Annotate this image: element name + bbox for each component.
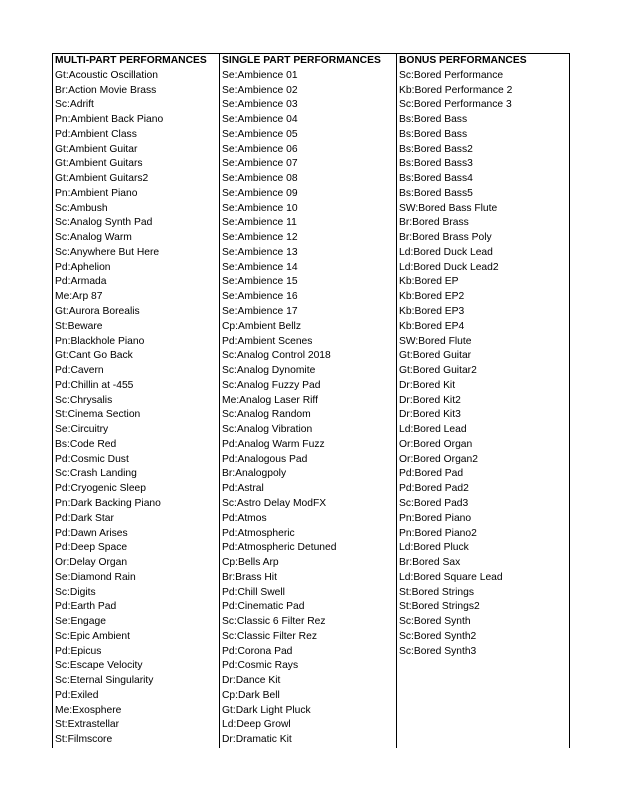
table-row: [52, 84, 570, 99]
bonus-cell: Bs:Bored Bass3: [396, 157, 570, 172]
multi-part-cell: Or:Delay Organ: [52, 556, 219, 571]
header-single-part: SINGLE PART PERFORMANCES: [219, 54, 396, 69]
single-part-cell: Sc:Analog Random: [219, 408, 396, 423]
single-part-cell: Se:Ambience 17: [219, 305, 396, 320]
table-row: [52, 674, 570, 689]
table-row: [52, 113, 570, 128]
multi-part-cell: Pd:Cryogenic Sleep: [52, 482, 219, 497]
bonus-cell: Bs:Bored Bass: [396, 128, 570, 143]
bonus-cell: Or:Bored Organ2: [396, 453, 570, 468]
bonus-cell: Ld:Bored Duck Lead: [396, 246, 570, 261]
multi-part-cell: Pd:Epicus: [52, 645, 219, 660]
multi-part-cell: Pd:Ambient Class: [52, 128, 219, 143]
single-part-cell: Se:Ambience 11: [219, 216, 396, 231]
single-part-cell: Se:Ambience 09: [219, 187, 396, 202]
single-part-cell: Gt:Dark Light Pluck: [219, 704, 396, 719]
multi-part-cell: Gt:Aurora Borealis: [52, 305, 219, 320]
bonus-cell: Kb:Bored Performance 2: [396, 84, 570, 99]
single-part-cell: Dr:Dance Kit: [219, 674, 396, 689]
multi-part-cell: Pn:Blackhole Piano: [52, 335, 219, 350]
multi-part-cell: St:Beware: [52, 320, 219, 335]
bonus-cell: Kb:Bored EP3: [396, 305, 570, 320]
bonus-cell: [396, 718, 570, 733]
multi-part-cell: Sc:Epic Ambient: [52, 630, 219, 645]
multi-part-cell: Sc:Ambush: [52, 202, 219, 217]
table-row: [52, 586, 570, 601]
multi-part-cell: Pd:Deep Space: [52, 541, 219, 556]
table-row: [52, 98, 570, 113]
bonus-cell: SW:Bored Flute: [396, 335, 570, 350]
multi-part-cell: Gt:Ambient Guitar: [52, 143, 219, 158]
table-row: [52, 630, 570, 645]
multi-part-cell: Pn:Ambient Back Piano: [52, 113, 219, 128]
single-part-cell: Se:Ambience 03: [219, 98, 396, 113]
bonus-cell: Dr:Bored Kit2: [396, 394, 570, 409]
bonus-cell: Gt:Bored Guitar: [396, 349, 570, 364]
multi-part-cell: Pd:Aphelion: [52, 261, 219, 276]
table-row: [52, 172, 570, 187]
single-part-cell: Br:Brass Hit: [219, 571, 396, 586]
table-row: [52, 423, 570, 438]
single-part-cell: Pd:Cinematic Pad: [219, 600, 396, 615]
table-row: [52, 600, 570, 615]
single-part-cell: Se:Ambience 06: [219, 143, 396, 158]
multi-part-cell: Pd:Exiled: [52, 689, 219, 704]
table-row: [52, 320, 570, 335]
table-row: [52, 527, 570, 542]
single-part-cell: Se:Ambience 07: [219, 157, 396, 172]
table-row: [52, 275, 570, 290]
bonus-cell: Bs:Bored Bass: [396, 113, 570, 128]
table-row: [52, 261, 570, 276]
single-part-cell: Sc:Analog Vibration: [219, 423, 396, 438]
single-part-cell: Se:Ambience 14: [219, 261, 396, 276]
table-row: [52, 305, 570, 320]
bonus-cell: Br:Bored Sax: [396, 556, 570, 571]
single-part-cell: Cp:Ambient Bellz: [219, 320, 396, 335]
multi-part-cell: Pd:Dark Star: [52, 512, 219, 527]
table-row: [52, 453, 570, 468]
bonus-cell: SW:Bored Bass Flute: [396, 202, 570, 217]
multi-part-cell: Me:Arp 87: [52, 290, 219, 305]
single-part-cell: Pd:Cosmic Rays: [219, 659, 396, 674]
single-part-cell: Pd:Analog Warm Fuzz: [219, 438, 396, 453]
bonus-cell: Gt:Bored Guitar2: [396, 364, 570, 379]
bonus-cell: Dr:Bored Kit: [396, 379, 570, 394]
multi-part-cell: Gt:Acoustic Oscillation: [52, 69, 219, 84]
single-part-cell: Sc:Analog Dynomite: [219, 364, 396, 379]
bonus-cell: Ld:Bored Lead: [396, 423, 570, 438]
single-part-cell: Pd:Analogous Pad: [219, 453, 396, 468]
single-part-cell: Sc:Analog Control 2018: [219, 349, 396, 364]
multi-part-cell: Bs:Code Red: [52, 438, 219, 453]
single-part-cell: Pd:Atmospheric Detuned: [219, 541, 396, 556]
bonus-cell: [396, 704, 570, 719]
bonus-cell: Sc:Bored Pad3: [396, 497, 570, 512]
bonus-cell: [396, 689, 570, 704]
single-part-cell: Pd:Atmos: [219, 512, 396, 527]
bonus-cell: Ld:Bored Duck Lead2: [396, 261, 570, 276]
bonus-cell: St:Bored Strings2: [396, 600, 570, 615]
table-row: [52, 512, 570, 527]
bonus-cell: Pn:Bored Piano2: [396, 527, 570, 542]
bonus-cell: Kb:Bored EP2: [396, 290, 570, 305]
bonus-cell: Pd:Bored Pad2: [396, 482, 570, 497]
bonus-cell: Dr:Bored Kit3: [396, 408, 570, 423]
single-part-cell: Se:Ambience 13: [219, 246, 396, 261]
bonus-cell: Br:Bored Brass: [396, 216, 570, 231]
single-part-cell: Sc:Analog Fuzzy Pad: [219, 379, 396, 394]
multi-part-cell: Br:Action Movie Brass: [52, 84, 219, 99]
single-part-cell: Sc:Astro Delay ModFX: [219, 497, 396, 512]
table-row: [52, 143, 570, 158]
multi-part-cell: Sc:Escape Velocity: [52, 659, 219, 674]
multi-part-cell: Sc:Eternal Singularity: [52, 674, 219, 689]
single-part-cell: Me:Analog Laser Riff: [219, 394, 396, 409]
table-row: [52, 216, 570, 231]
bonus-cell: [396, 674, 570, 689]
bonus-cell: Bs:Bored Bass4: [396, 172, 570, 187]
single-part-cell: Se:Ambience 15: [219, 275, 396, 290]
table-row: [52, 187, 570, 202]
single-part-cell: Se:Ambience 12: [219, 231, 396, 246]
table-row: [52, 335, 570, 350]
table-row: [52, 467, 570, 482]
multi-part-cell: St:Filmscore: [52, 733, 219, 748]
single-part-cell: Pd:Corona Pad: [219, 645, 396, 660]
table-row: [52, 69, 570, 84]
single-part-cell: Pd:Atmospheric: [219, 527, 396, 542]
table-row: [52, 571, 570, 586]
bonus-cell: Bs:Bored Bass5: [396, 187, 570, 202]
bonus-cell: Bs:Bored Bass2: [396, 143, 570, 158]
header-bonus: BONUS PERFORMANCES: [396, 54, 570, 69]
multi-part-cell: Gt:Cant Go Back: [52, 349, 219, 364]
bonus-cell: Br:Bored Brass Poly: [396, 231, 570, 246]
performance-table: [52, 53, 570, 748]
header-row: [52, 54, 570, 69]
table-row: [52, 290, 570, 305]
header-multi-part: MULTI-PART PERFORMANCES: [52, 54, 219, 69]
table-row: [52, 157, 570, 172]
multi-part-cell: Pd:Armada: [52, 275, 219, 290]
multi-part-cell: Sc:Anywhere But Here: [52, 246, 219, 261]
bonus-cell: [396, 733, 570, 748]
multi-part-cell: Sc:Crash Landing: [52, 467, 219, 482]
multi-part-cell: Gt:Ambient Guitars: [52, 157, 219, 172]
multi-part-cell: Pd:Dawn Arises: [52, 527, 219, 542]
bonus-cell: Kb:Bored EP: [396, 275, 570, 290]
multi-part-cell: St:Cinema Section: [52, 408, 219, 423]
table-row: [52, 128, 570, 143]
multi-part-cell: Pn:Ambient Piano: [52, 187, 219, 202]
table-row: [52, 394, 570, 409]
bonus-cell: Sc:Bored Performance: [396, 69, 570, 84]
multi-part-cell: Sc:Digits: [52, 586, 219, 601]
table-row: [52, 246, 570, 261]
multi-part-cell: Sc:Analog Warm: [52, 231, 219, 246]
bonus-cell: Sc:Bored Synth2: [396, 630, 570, 645]
bonus-cell: Sc:Bored Performance 3: [396, 98, 570, 113]
single-part-cell: Br:Analogpoly: [219, 467, 396, 482]
multi-part-cell: Me:Exosphere: [52, 704, 219, 719]
table-row: [52, 689, 570, 704]
multi-part-cell: Pd:Earth Pad: [52, 600, 219, 615]
bonus-cell: Ld:Bored Square Lead: [396, 571, 570, 586]
multi-part-cell: Se:Diamond Rain: [52, 571, 219, 586]
single-part-cell: Cp:Dark Bell: [219, 689, 396, 704]
bonus-cell: Sc:Bored Synth: [396, 615, 570, 630]
table-row: [52, 556, 570, 571]
multi-part-cell: Sc:Analog Synth Pad: [52, 216, 219, 231]
single-part-cell: Sc:Classic 6 Filter Rez: [219, 615, 396, 630]
multi-part-cell: Pd:Cosmic Dust: [52, 453, 219, 468]
multi-part-cell: Pd:Cavern: [52, 364, 219, 379]
table-row: [52, 379, 570, 394]
table-row: [52, 615, 570, 630]
table-row: [52, 364, 570, 379]
bonus-cell: Sc:Bored Synth3: [396, 645, 570, 660]
table-row: [52, 541, 570, 556]
single-part-cell: Dr:Dramatic Kit: [219, 733, 396, 748]
single-part-cell: Cp:Bells Arp: [219, 556, 396, 571]
bonus-cell: Pd:Bored Pad: [396, 467, 570, 482]
single-part-cell: Ld:Deep Growl: [219, 718, 396, 733]
table-row: [52, 645, 570, 660]
single-part-cell: Pd:Astral: [219, 482, 396, 497]
multi-part-cell: Pd:Chillin at -455: [52, 379, 219, 394]
single-part-cell: Se:Ambience 04: [219, 113, 396, 128]
table-row: [52, 349, 570, 364]
single-part-cell: Pd:Chill Swell: [219, 586, 396, 601]
single-part-cell: Se:Ambience 16: [219, 290, 396, 305]
table-row: [52, 231, 570, 246]
multi-part-cell: Gt:Ambient Guitars2: [52, 172, 219, 187]
table-row: [52, 733, 570, 748]
single-part-cell: Se:Ambience 02: [219, 84, 396, 99]
table-body: [52, 69, 570, 748]
single-part-cell: Pd:Ambient Scenes: [219, 335, 396, 350]
multi-part-cell: Sc:Chrysalis: [52, 394, 219, 409]
multi-part-cell: Se:Engage: [52, 615, 219, 630]
multi-part-cell: Sc:Adrift: [52, 98, 219, 113]
table-row: [52, 718, 570, 733]
bonus-cell: [396, 659, 570, 674]
bonus-cell: Pn:Bored Piano: [396, 512, 570, 527]
table-row: [52, 659, 570, 674]
single-part-cell: Se:Ambience 08: [219, 172, 396, 187]
single-part-cell: Se:Ambience 01: [219, 69, 396, 84]
multi-part-cell: Pn:Dark Backing Piano: [52, 497, 219, 512]
table-row: [52, 408, 570, 423]
single-part-cell: Se:Ambience 05: [219, 128, 396, 143]
multi-part-cell: St:Extrastellar: [52, 718, 219, 733]
table-row: [52, 704, 570, 719]
table-row: [52, 497, 570, 512]
bonus-cell: Kb:Bored EP4: [396, 320, 570, 335]
single-part-cell: Se:Ambience 10: [219, 202, 396, 217]
multi-part-cell: Se:Circuitry: [52, 423, 219, 438]
single-part-cell: Sc:Classic Filter Rez: [219, 630, 396, 645]
table-row: [52, 482, 570, 497]
bonus-cell: Ld:Bored Pluck: [396, 541, 570, 556]
bonus-cell: Or:Bored Organ: [396, 438, 570, 453]
table-row: [52, 202, 570, 217]
bonus-cell: St:Bored Strings: [396, 586, 570, 601]
table-row: [52, 438, 570, 453]
